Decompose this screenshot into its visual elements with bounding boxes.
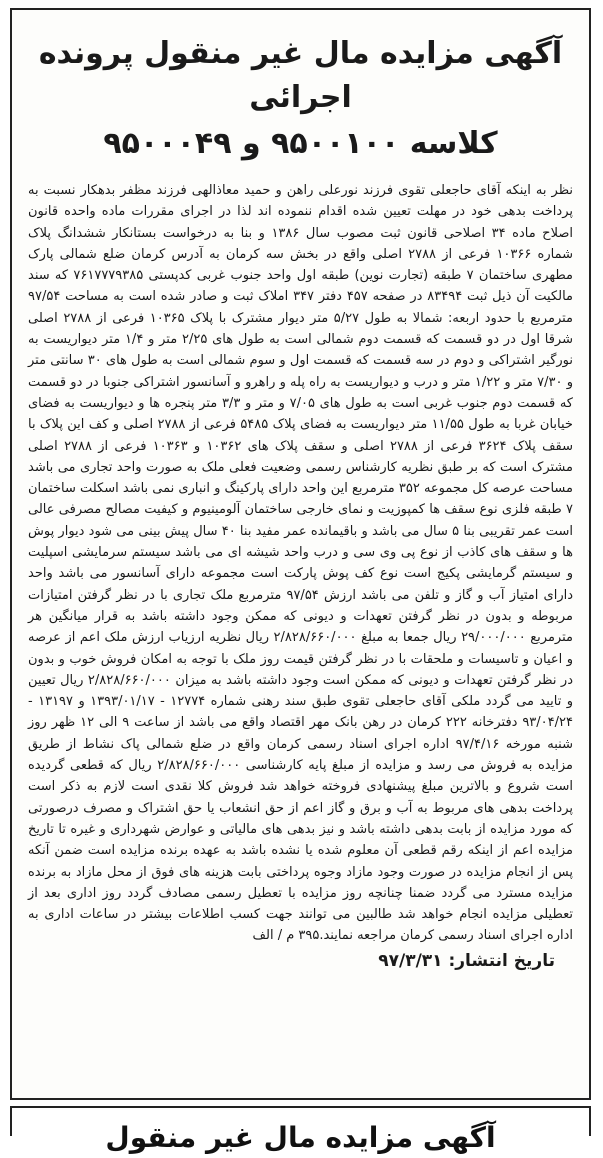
case-number-title: کلاسه ۹۵۰۰۱۰۰ و ۹۵۰۰۰۴۹ <box>103 126 498 161</box>
next-notice-title: آگهی مزایده مال غیر منقول <box>105 1121 496 1154</box>
notice-box <box>10 8 591 1100</box>
publication-date: تاریخ انتشار: ۹۷/۳/۳۱ <box>378 950 555 971</box>
notice-title: آگهی مزایده مال غیر منقول پرونده اجرائی <box>38 36 563 115</box>
next-notice-box <box>10 1106 591 1154</box>
notice-body: نظر به اینکه آقای حاجعلی تقوی فرزند نورعلی راهن و حمید معاذالهی فرزند مظفر بدهکار نسبت به پرداخت بدهی خود در مهلت تعیین شده اقدام ننموده اند لذا در اجرای مقررات ماده واحده قانون اصلاح ماده ۳۴ اصلاحی قانون ثبت مصوب سال ۱۳۸۶ و بنا به درخواست بستانکار ششدانگ پلاک شماره ۱۰۳۶۶ فرعی از ۲۷۸۸ اصلی واقع در بخش سه کرمان به آدرس کرمان ضلع شمالی پارک مطهری ساختمان ۷ طبقه (تجارت نوین) طبقه اول واحد جنوب غربی کدپستی ۷۶۱۷۷۷۹۳۸۵ که سند مالکیت آن ذیل ثبت ۸۳۴۹۴ در صفحه ۴۵۷ دفتر ۳۴۷ املاک ثبت و صادر شده است به مساحت ۹۷/۵۴ مترمربع با حدود اربعه: شمالا به طول ۵/۲۷ متر دیوار مشترک با پلاک ۱۰۳۶۵ فرعی از ۲۷۸۸ اصلی شرقا اول در دو قسمت که قسمت دوم شمالی است به طول های ۲/۲۵ متر و ۱/۴ متر دیواریست به نورگیر اشتراکی و دوم در سه قسمت که قسمت اول و سوم شمالی است به طول های ۳۰ سانتی متر و ۷/۳۰ متر و ۱/۲۲ متر و درب و دیواریست به راه پله و راهرو و آسانسور اشتراکی جنوبا در دو قسمت که قسمت دوم جنوب غربی است به طول های ۷/۰۵ و متر و ۳/۳ متر پنجره ها و دیواریست به فضای خیابان غربا به طول ۱۱/۵۵ متر دیواریست به فضای پلاک ۵۴۸۵ فرعی از ۲۷۸۸ اصلی و کف این پلاک با سقف پلاک ۳۶۲۴ فرعی از ۲۷۸۸ اصلی و سقف پلاک های ۱۰۳۶۲ و ۱۰۳۶۳ فرعی از ۲۷۸۸ اصلی مشترک است که بر طبق نظریه کارشناس رسمی وضعیت فعلی ملک به صورت واحد تجاری می باشد مساحت عرصه کل مجموعه ۳۵۲ مترمربع این واحد دارای پارکینگ و انباری نمی باشد اسکلت ساختمان ۷ طبقه فلزی نوع سقف ها کمپوزیت و نمای خارجی ساختمان آلومینیوم و کیفیت مصالح مصرفی عالی است عمر تقریبی بنا ۵ سال می باشد و باقیمانده عمر مفید بنا ۴۰ سال پیش بینی می شود دیوار پوش ها و سقف های کاذب از نوع پی وی سی و درب واحد شیشه ای می باشد سیستم سرمایشی اسپلیت و سیستم گرمایشی پکیج است نوع کف پوش پارکت است مجموعه دارای آسانسور می باشد واحد دارای امتیاز آب و گاز و تلفن می باشد ارزش ۹۷/۵۴ مترمربع ملک تجاری با در نظر گرفتن امتیازات مربوطه و بدون در نظر گرفتن تعهدات و دیونی که ممکن وجود داشته باشد به قرار میانگین هر مترمربع ۲۹/۰۰۰/۰۰۰ ریال جمعا به مبلغ ۲/۸۲۸/۶۶۰/۰۰۰ ریال نظریه ارزیاب ارزش ملک اعم از عرصه و اعیان و تاسیسات و ملحقات با در نظر گرفتن قیمت روز ملک با توجه به امکان فروش خوب و بدون در نظر گرفتن تعهدات و دیونی که ممکن است وجود داشته باشد به میزان ۲/۸۲۸/۶۶۰/۰۰۰ ریال تعیین و تایید می گردد ملکی آقای حاجعلی تقوی طبق سند رهنی شماره ۱۲۷۷۴ - ۱۳۹۳/۰۱/۱۷ و ۱۳۱۹۷ - ۹۳/۰۴/۲۴ دفترخانه ۲۲۲ کرمان در رهن بانک مهر اقتصاد واقع می باشد از ساعت ۹ الی ۱۲ ظهر روز شنبه مورخه ۹۷/۴/۱۶ اداره اجرای اسناد رسمی کرمان واقع در ضلع شمالی پاک نشاط از طریق مزایده به فروش می رسد و مزایده از مبلغ پایه کارشناسی ۲/۸۲۸/۶۶۰/۰۰۰ ریال که قطعی گردیده است شروع و بالاترین مبلغ پیشنهادی فروخته خواهد شد فروش کلا نقدی است لازم به ذکر است پرداخت بدهی های مربوط به آب و برق و گاز اعم از حق انشعاب یا حق اشتراک و مصرف درصورتی که مورد مزایده از بابت بدهی داشته باشد و نیز بدهی های مالیاتی و عوارض شهرداری و غیره تا تاریخ مزایده اعم از اینکه رقم قطعی آن معلوم شده یا نشده باشد به عهده برنده مزایده است ضمن آنکه پس از انجام مزایده در صورت وجود مازاد وجوه پرداختی بابت هزینه های فوق از محل مازاد به برنده مزایده مسترد می گردد ضمنا چنانچه روز مزایده با تعطیل رسمی مصادف گردد روز اداری بعد از تعطیلی مزایده انجام خواهد شد طالبین می توانند جهت کسب اطلاعات بیشتر در ساعات اداری به اداره اجرای اسناد رسمی کرمان مراجعه نمایند.۳۹۵ م / الف <box>28 183 574 944</box>
